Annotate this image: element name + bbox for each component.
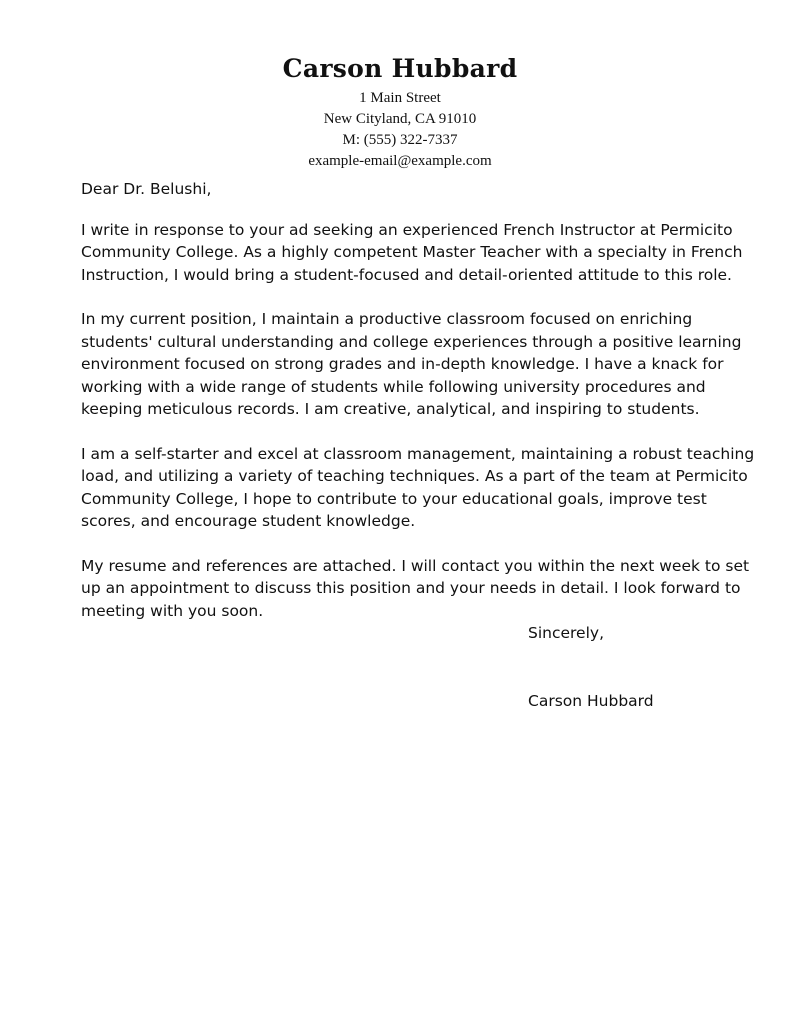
paragraph-line: load, and utilizing a variety of teaching techniques. As a part of the team at Permicito bbox=[81, 467, 748, 485]
sender-email: example-email@example.com bbox=[308, 153, 492, 169]
paragraph-line: keeping meticulous records. I am creative, analytical, and inspiring to students. bbox=[81, 400, 700, 418]
paragraph-line: environment focused on strong grades and in-depth knowledge. I have a knack for bbox=[81, 355, 724, 373]
letter-header bbox=[0, 50, 800, 172]
paragraph-line: up an appointment to discuss this position and your needs in detail. I look forward to bbox=[81, 579, 741, 597]
sender-name: Carson Hubbard bbox=[282, 54, 518, 83]
paragraph-line: working with a wide range of students while following university procedures and bbox=[81, 377, 706, 396]
paragraph bbox=[81, 219, 743, 287]
paragraph-line: Instruction, I would bring a student-focused and detail-oriented attitude to this role. bbox=[81, 265, 732, 284]
paragraph-line: In my current position, I maintain a productive classroom focused on enriching bbox=[81, 310, 693, 328]
paragraph-line: students' cultural understanding and college experiences through a positive learning bbox=[81, 332, 742, 351]
paragraph bbox=[81, 308, 742, 421]
salutation: Dear Dr. Belushi, bbox=[81, 180, 212, 198]
letter-body bbox=[81, 178, 755, 644]
paragraph-line: My resume and references are attached. I will contact you within the next week to set bbox=[81, 556, 750, 575]
sender-phone: M: (555) 322-7337 bbox=[342, 132, 458, 148]
paragraph bbox=[81, 443, 755, 533]
paragraph-line: Community College, I hope to contribute to your educational goals, improve test bbox=[81, 489, 707, 508]
paragraph-line: I write in response to your ad seeking an experienced French Instructor at Permicito bbox=[81, 220, 733, 239]
sender-address-line1: 1 Main Street bbox=[359, 90, 441, 106]
closing: Sincerely, bbox=[528, 624, 605, 642]
paragraph-line: I am a self-starter and excel at classroom management, maintaining a robust teaching bbox=[81, 444, 755, 463]
paragraph-line: meeting with you soon. bbox=[81, 601, 264, 620]
sender-address-line2: New Cityland, CA 91010 bbox=[323, 111, 477, 127]
signature-name: Carson Hubbard bbox=[528, 692, 654, 710]
paragraph-line: Community College. As a highly competent Master Teacher with a specialty in French bbox=[81, 243, 743, 261]
paragraph-line: scores, and encourage student knowledge. bbox=[81, 512, 416, 530]
paragraph bbox=[81, 555, 750, 623]
